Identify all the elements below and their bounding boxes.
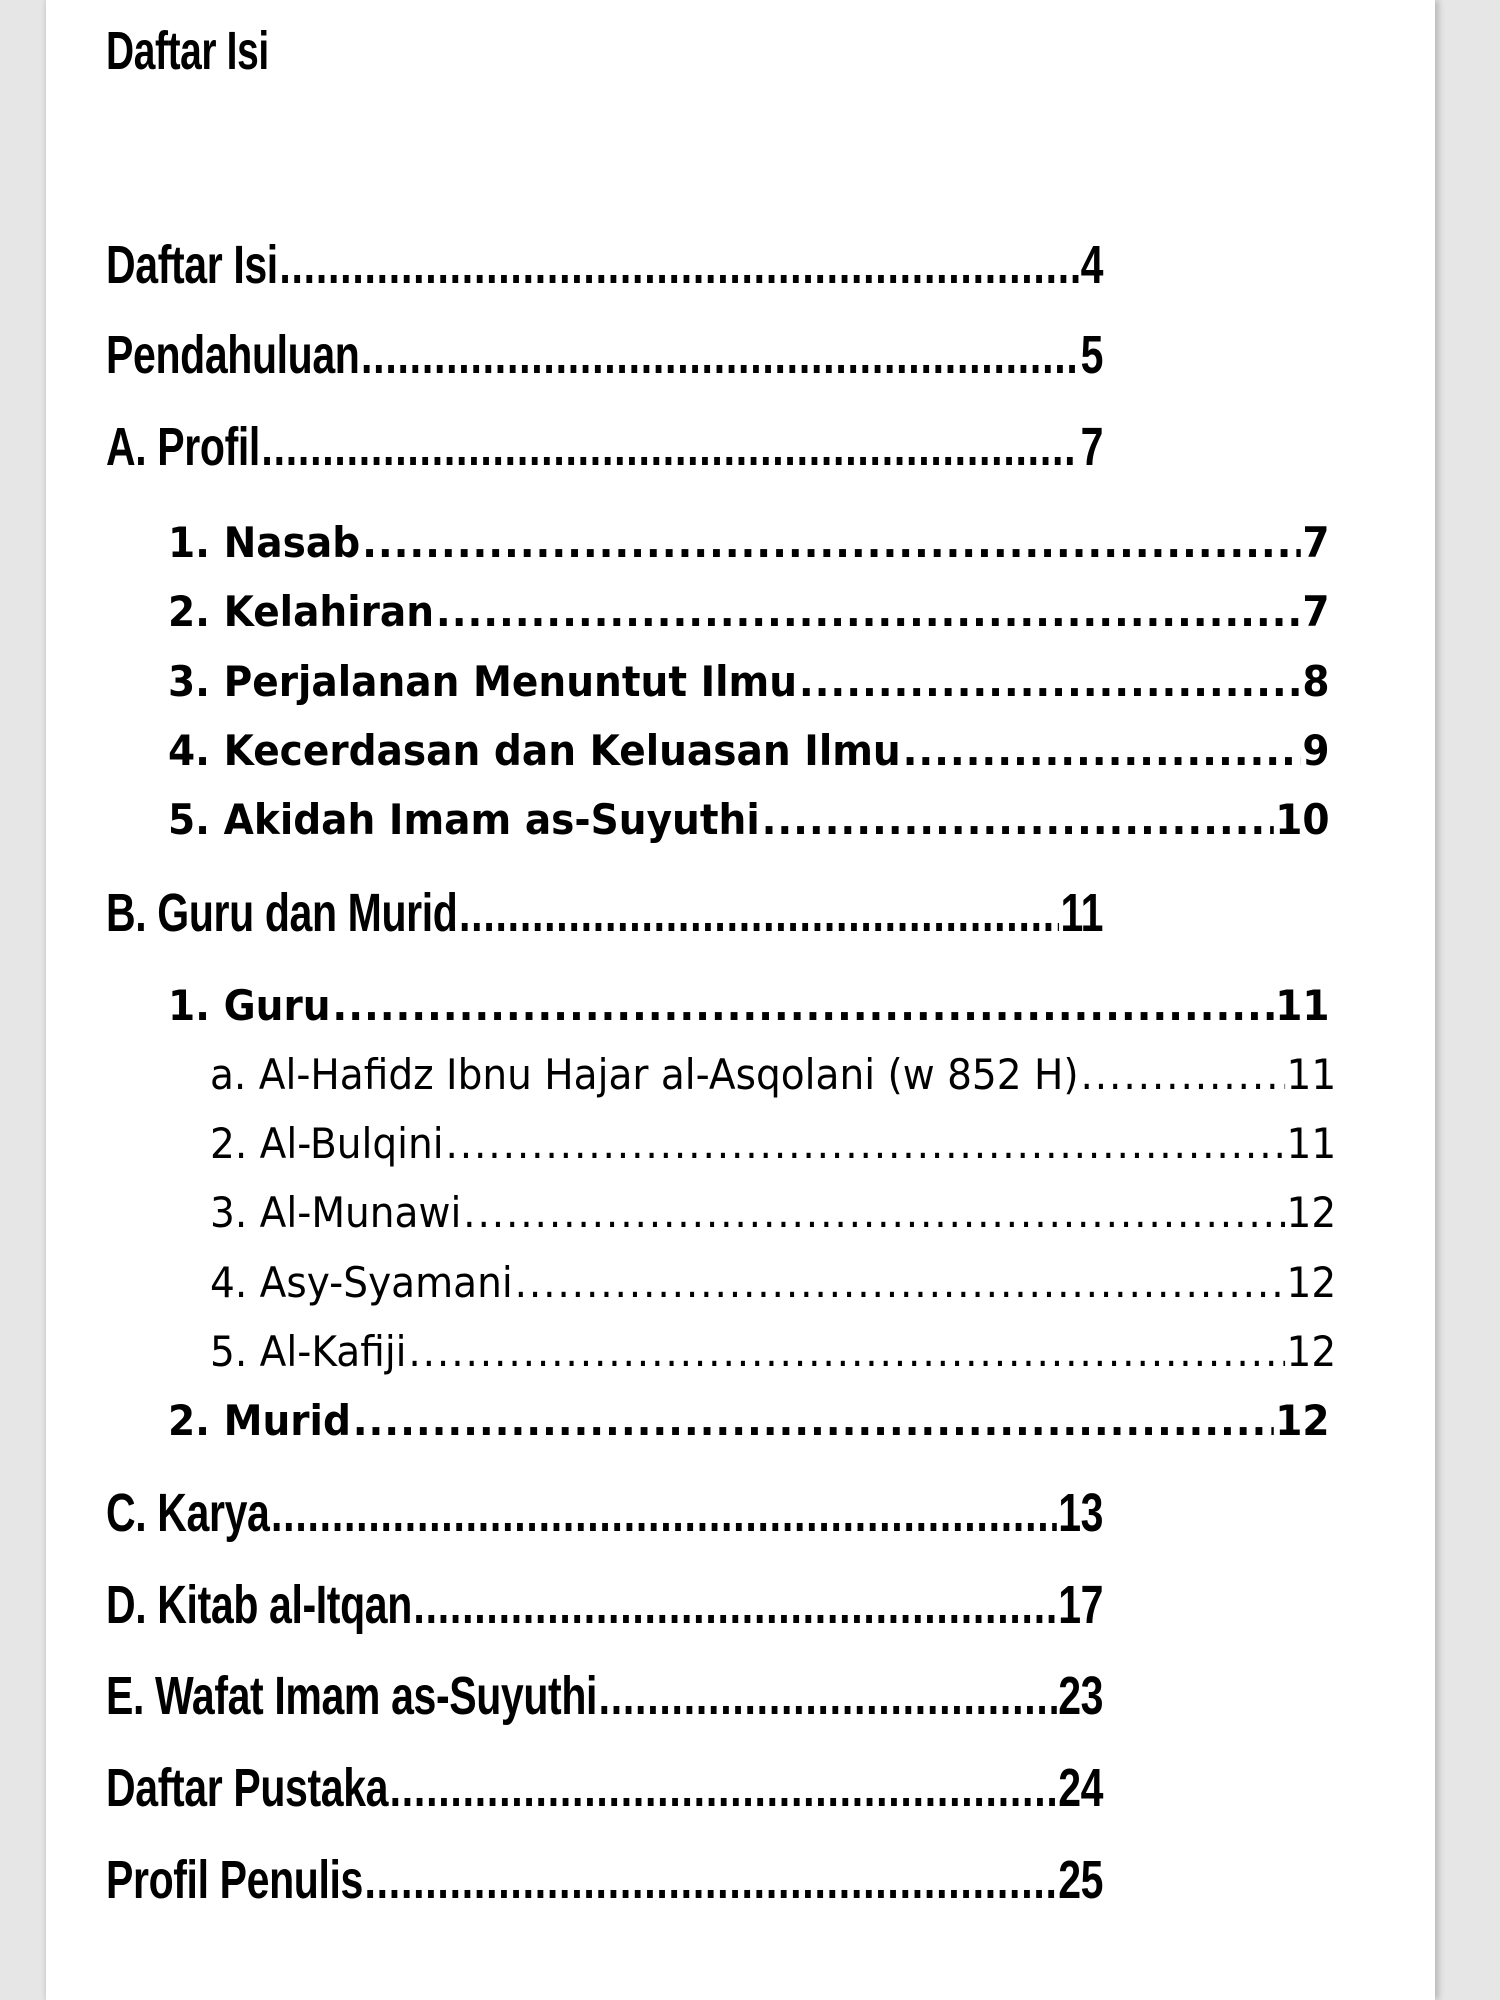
dot-leader <box>436 584 1301 640</box>
toc-entry-ibnu-hajar[interactable] <box>210 1047 1336 1103</box>
dot-leader <box>361 320 1079 390</box>
toc-page-number: 7 <box>1302 518 1330 567</box>
toc-page-number: 8 <box>1302 657 1330 706</box>
toc-entry-label: Daftar Isi <box>106 235 278 295</box>
toc-page-number: 10 <box>1275 795 1330 844</box>
dot-leader <box>515 1255 1285 1311</box>
dot-leader <box>445 1116 1284 1172</box>
toc-entry-label: 2. Murid <box>168 1396 351 1445</box>
toc-page-number: 7 <box>1080 417 1104 477</box>
toc-entry-label: 1. Guru <box>168 981 331 1030</box>
toc-entry-label: 4. Asy-Syamani <box>210 1258 513 1307</box>
toc-page-number: 9 <box>1302 726 1330 775</box>
toc-page-number: 12 <box>1286 1327 1337 1376</box>
toc-entry-pendahuluan[interactable] <box>106 320 1103 390</box>
toc-page-number: 13 <box>1058 1483 1104 1543</box>
toc-entry-kitab-al-itqan[interactable] <box>106 1570 1103 1640</box>
toc-page-number: 12 <box>1275 1396 1330 1445</box>
toc-entry-nasab[interactable] <box>168 515 1330 571</box>
toc-entry-wafat[interactable] <box>106 1661 1103 1731</box>
toc-entry-label: 3. Perjalanan Menuntut Ilmu <box>168 657 798 706</box>
toc-page-number: 11 <box>1286 1119 1337 1168</box>
toc-entry-murid[interactable] <box>168 1393 1330 1449</box>
toc-entry-label: a. Al-Hafidz Ibnu Hajar al-Asqolani (w 852 H) <box>210 1050 1079 1099</box>
toc-entry-label: 5. Al-Kafiji <box>210 1327 407 1376</box>
toc-entry-perjalanan-menuntut-ilmu[interactable] <box>168 654 1330 710</box>
toc-entry-daftar-pustaka[interactable] <box>106 1753 1103 1823</box>
toc-entry-label: B. Guru dan Murid <box>106 883 458 943</box>
toc-entry-label: D. Kitab al-Itqan <box>106 1575 412 1635</box>
dot-leader <box>463 1185 1284 1241</box>
toc-entry-label: A. Profil <box>106 417 260 477</box>
toc-entry-label: 3. Al-Munawi <box>210 1188 462 1237</box>
toc-page-number: 12 <box>1286 1258 1337 1307</box>
dot-leader <box>413 1570 1056 1640</box>
dot-leader <box>271 1478 1057 1548</box>
toc-page-number: 24 <box>1058 1758 1104 1818</box>
toc-entry-daftar-isi[interactable] <box>106 230 1103 300</box>
toc-page-number: 12 <box>1286 1188 1337 1237</box>
toc-page-number: 5 <box>1080 325 1104 385</box>
dot-leader <box>353 1393 1274 1449</box>
toc-entry-akidah[interactable] <box>168 792 1330 848</box>
toc-page-number: 11 <box>1286 1050 1337 1099</box>
document-page <box>46 0 1435 2000</box>
toc-entry-al-munawi[interactable] <box>210 1185 1336 1241</box>
toc-page-number: 4 <box>1080 235 1104 295</box>
toc-entry-guru-dan-murid[interactable] <box>106 878 1103 948</box>
toc-page-number: 17 <box>1058 1575 1104 1635</box>
toc-page-number: 7 <box>1302 587 1330 636</box>
page-title: Daftar Isi <box>106 21 269 81</box>
toc-entry-label: 4. Kecerdasan dan Keluasan Ilmu <box>168 726 901 775</box>
toc-entry-label: C. Karya <box>106 1483 270 1543</box>
dot-leader <box>390 1753 1057 1823</box>
toc-entry-guru[interactable] <box>168 978 1330 1034</box>
toc-entry-label: 5. Akidah Imam as-Suyuthi <box>168 795 760 844</box>
toc-entry-label: 1. Nasab <box>168 518 361 567</box>
toc-entry-label: 2. Kelahiran <box>168 587 435 636</box>
dot-leader <box>459 878 1059 948</box>
toc-entry-asy-syamani[interactable] <box>210 1255 1336 1311</box>
dot-leader <box>362 515 1300 571</box>
toc-entry-label: Pendahuluan <box>106 325 360 385</box>
toc-entry-profil[interactable] <box>106 412 1103 482</box>
toc-entry-profil-penulis[interactable] <box>106 1845 1103 1915</box>
toc-entry-karya[interactable] <box>106 1478 1103 1548</box>
toc-entry-kecerdasan-keluasan-ilmu[interactable] <box>168 723 1330 779</box>
toc-entry-label: E. Wafat Imam as-Suyuthi <box>106 1666 598 1726</box>
dot-leader <box>364 1845 1056 1915</box>
dot-leader <box>762 792 1274 848</box>
toc-entry-label: 2. Al-Bulqini <box>210 1119 444 1168</box>
toc-page-number: 11 <box>1060 883 1104 943</box>
toc-page-number: 11 <box>1275 981 1330 1030</box>
dot-leader <box>1081 1047 1285 1103</box>
toc-entry-al-kafiji[interactable] <box>210 1324 1336 1380</box>
toc-entry-al-bulqini[interactable] <box>210 1116 1336 1172</box>
dot-leader <box>799 654 1301 710</box>
toc-entry-label: Daftar Pustaka <box>106 1758 389 1818</box>
toc-page-number: 25 <box>1058 1850 1104 1910</box>
dot-leader <box>599 1661 1057 1731</box>
toc-entry-kelahiran[interactable] <box>168 584 1330 640</box>
dot-leader <box>261 412 1079 482</box>
toc-entry-label: Profil Penulis <box>106 1850 363 1910</box>
dot-leader <box>903 723 1301 779</box>
dot-leader <box>279 230 1079 300</box>
dot-leader <box>332 978 1273 1034</box>
dot-leader <box>408 1324 1284 1380</box>
toc-page-number: 23 <box>1058 1666 1104 1726</box>
